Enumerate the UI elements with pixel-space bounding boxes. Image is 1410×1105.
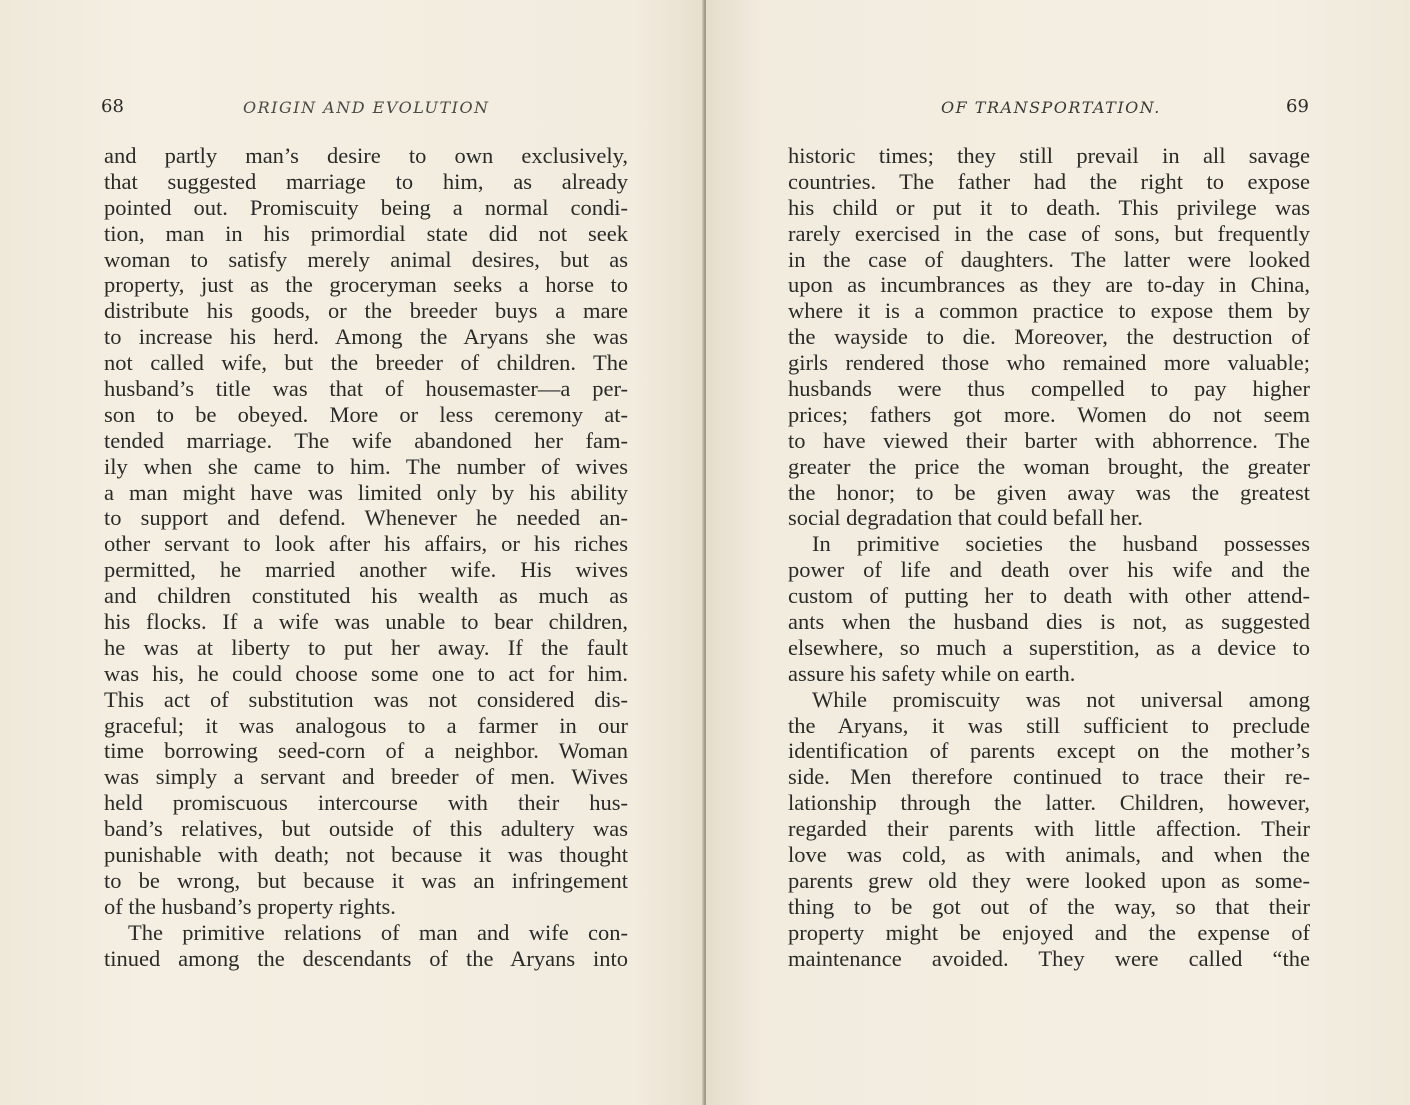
text-line: of the husband’s property rights. [104,893,396,919]
text-line: identification of parents except on the mother’s [788,738,1310,764]
text-line: and children constituted his wealth as much as [104,583,628,609]
text-line: pointed out. Promiscuity being a normal condi- [104,194,628,220]
text-line: The primitive relations of man and wife con- [128,919,628,945]
text-line: love was cold, as with animals, and when the [788,842,1310,868]
text-line: his flocks. If a wife was unable to bear children, [104,609,628,635]
text-line: In primitive societies the husband possesses [812,531,1310,557]
right-page [706,0,1410,1105]
page-number: 68 [101,96,124,117]
text-line: punishable with death; not because it was thought [104,842,628,868]
text-line: husbands were thus compelled to pay higher [788,376,1310,402]
text-line: was simply a servant and breeder of men. Wives [104,764,628,790]
text-line: assure his safety while on earth. [788,660,1076,686]
text-line: maintenance avoided. They were called “the [788,945,1310,971]
text-line: lationship through the latter. Children, however, [788,790,1310,816]
running-head: ORIGIN AND EVOLUTION [243,98,490,117]
text-line: graceful; it was analogous to a farmer in our [104,712,628,738]
text-line: This act of substitution was not considered dis- [104,686,628,712]
text-line: property might be enjoyed and the expense of [788,919,1310,945]
text-line: band’s relatives, but outside of this adultery was [104,816,628,842]
text-line: While promiscuity was not universal among [812,686,1310,712]
text-line: tended marriage. The wife abandoned her fam- [104,427,628,453]
running-head: OF TRANSPORTATION. [941,98,1161,117]
text-line: his child or put it to death. This privilege was [788,194,1310,220]
left-page [0,0,704,1105]
text-line: other servant to look after his affairs, or his riches [104,531,628,557]
body-text [104,143,628,972]
text-line: held promiscuous intercourse with their hus- [104,790,628,816]
text-line: the Aryans, it was still sufficient to preclude [788,712,1310,738]
text-line: tion, man in his primordial state did not seek [104,220,628,246]
text-line: greater the price the woman brought, the greater [788,453,1310,479]
text-line: not called wife, but the breeder of children. The [104,350,628,376]
text-line: social degradation that could befall her. [788,505,1143,531]
text-line: the wayside to die. Moreover, the destruction of [788,324,1310,350]
text-line: custom of putting her to death with other attend- [788,583,1310,609]
text-line: elsewhere, so much a superstition, as a device to [788,634,1310,660]
text-line: rarely exercised in the case of sons, but frequently [788,220,1310,246]
text-line: permitted, he married another wife. His wives [104,557,628,583]
text-line: historic times; they still prevail in all savage [788,143,1310,168]
text-line: a man might have was limited only by his ability [104,479,628,505]
text-line: in the case of daughters. The latter were looked [788,246,1310,272]
text-line: to have viewed their barter with abhorrence. The [788,427,1310,453]
text-line: he was at liberty to put her away. If the fault [104,634,628,660]
text-line: countries. The father had the right to expose [788,168,1310,194]
text-line: property, just as the groceryman seeks a horse to [104,272,628,298]
text-line: the honor; to be given away was the greatest [788,479,1310,505]
text-line: time borrowing seed-corn of a neighbor. Woman [104,738,628,764]
text-line: parents grew old they were looked upon as some- [788,867,1310,893]
text-line: to support and defend. Whenever he needed an- [104,505,628,531]
text-line: power of life and death over his wife and the [788,557,1310,583]
text-line: upon as incumbrances as they are to-day in China, [788,272,1310,298]
text-line: ants when the husband dies is not, as suggested [788,609,1310,635]
text-line: that suggested marriage to him, as already [104,168,628,194]
text-line: husband’s title was that of housemaster—a per- [104,376,628,402]
text-line: ily when she came to him. The number of wives [104,453,628,479]
text-line: to be wrong, but because it was an infringement [104,867,628,893]
text-line: and partly man’s desire to own exclusively, [104,143,628,168]
text-line: tinued among the descendants of the Aryans into [104,945,628,971]
text-line: thing to be got out of the way, so that their [788,893,1310,919]
page-number: 69 [1286,96,1309,117]
text-line: woman to satisfy merely animal desires, but as [104,246,628,272]
text-line: prices; fathers got more. Women do not seem [788,401,1310,427]
text-line: was his, he could choose some one to act for him. [104,660,628,686]
text-line: distribute his goods, or the breeder buys a mare [104,298,628,324]
body-text [788,143,1310,972]
text-line: where it is a common practice to expose them by [788,298,1310,324]
text-line: girls rendered those who remained more valuable; [788,350,1310,376]
text-line: regarded their parents with little affection. Their [788,816,1310,842]
text-line: to increase his herd. Among the Aryans she was [104,324,628,350]
text-line: side. Men therefore continued to trace their re- [788,764,1310,790]
text-line: son to be obeyed. More or less ceremony at- [104,401,628,427]
